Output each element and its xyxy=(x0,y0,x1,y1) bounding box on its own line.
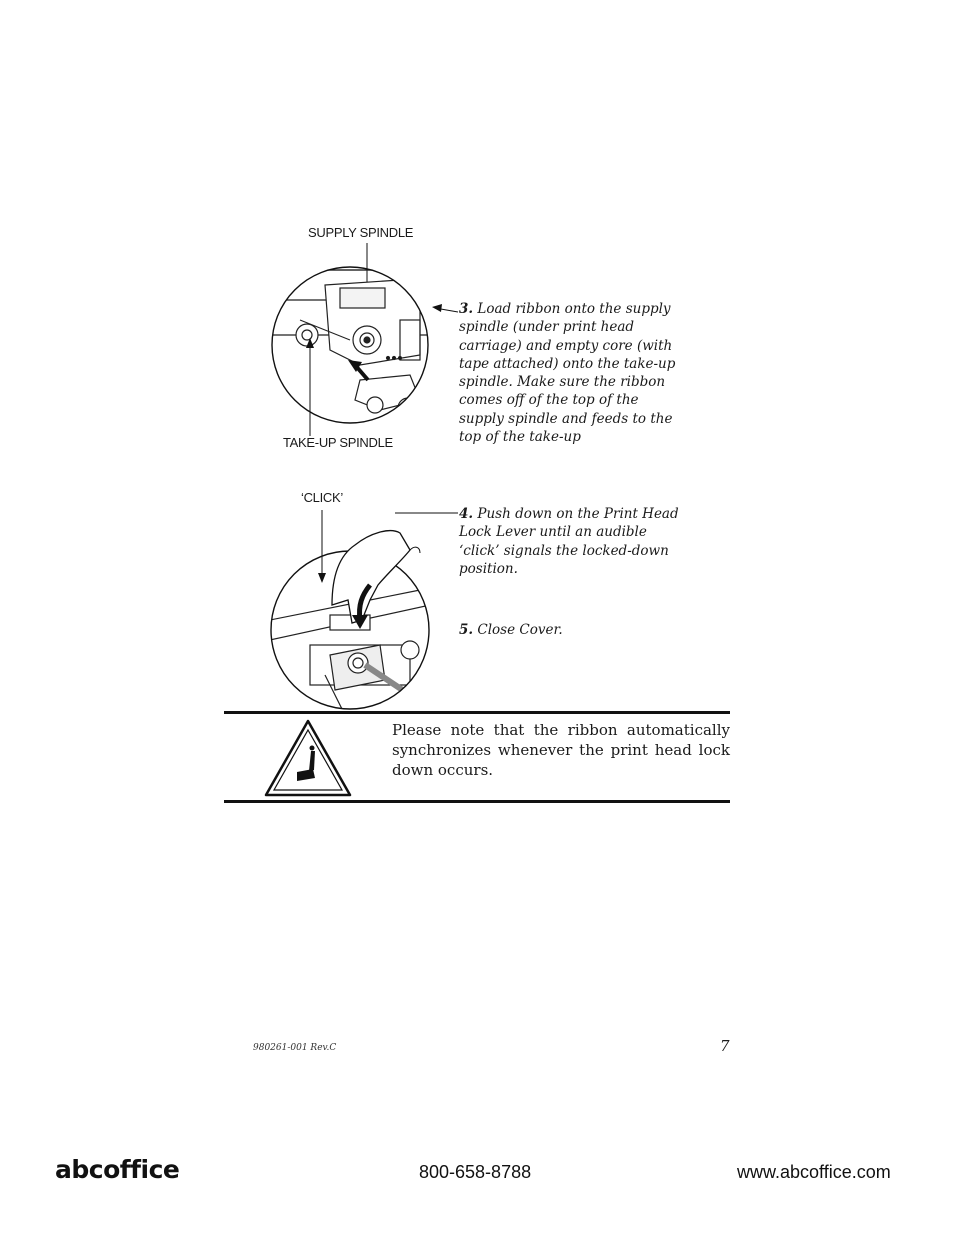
step-5-instruction xyxy=(459,621,681,639)
note-top-rule xyxy=(224,711,730,714)
phone-number: 800-658-8788 xyxy=(419,1162,532,1182)
step-4-text: Push down on the Print Head Lock Lever until an audible ‘click’ signals the locked-down position. xyxy=(459,506,679,577)
note-text: Please note that the ribbon automatically synchronizes whenever the print head lock down occurs. xyxy=(392,721,730,779)
step-3-text: Load ribbon onto the supply spindle (under print head carriage) and empty core (with tape attached) onto the take-up spindle. Make sure the ribbon comes off of the top of the supply spindle and feeds to the top of the take-up xyxy=(459,301,676,446)
step-3-number: 3. xyxy=(459,301,474,317)
step-5-number: 5. xyxy=(459,622,474,638)
brand-logo: abcoffice xyxy=(55,1155,180,1184)
page-number: 7 xyxy=(720,1037,730,1055)
pointing-hand-warning-icon xyxy=(263,718,353,798)
step-4-instruction xyxy=(459,505,681,578)
ribbon-loading-illustration xyxy=(270,240,460,440)
website-link[interactable]: www.abcoffice.com xyxy=(737,1162,891,1182)
print-head-lock-illustration xyxy=(270,505,460,710)
step-3-instruction xyxy=(459,300,681,446)
step-4-number: 4. xyxy=(459,506,474,522)
note-bottom-rule xyxy=(224,800,730,803)
supply-spindle-label: SUPPLY SPINDLE xyxy=(308,225,414,240)
document-number: 980261-001 Rev.C xyxy=(253,1043,337,1053)
click-label: ‘CLICK’ xyxy=(301,490,343,505)
step-5-text: Close Cover. xyxy=(477,622,563,638)
take-up-spindle-label: TAKE-UP SPINDLE xyxy=(283,435,393,450)
